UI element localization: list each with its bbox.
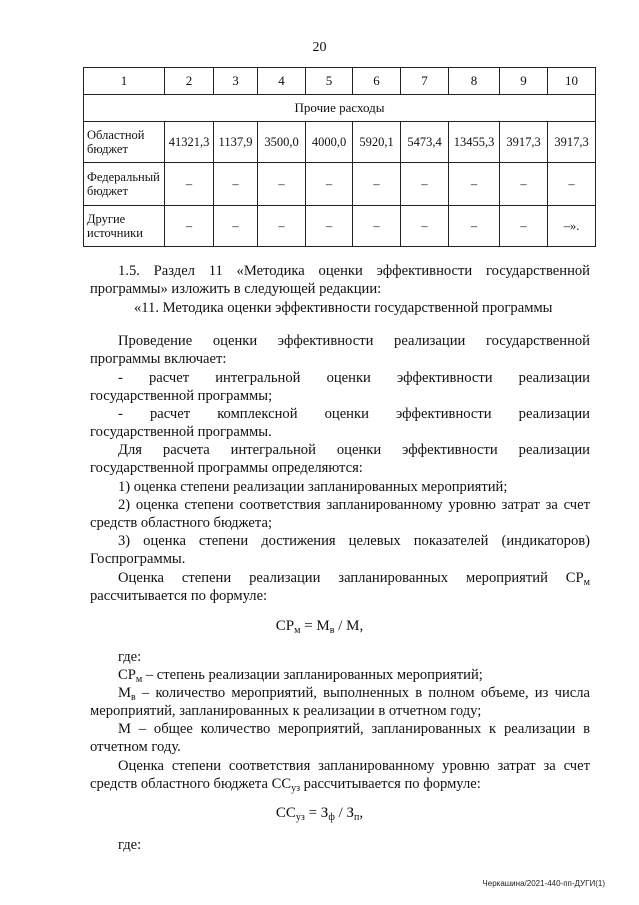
numbered-item: 1) оценка степени реализации запланированных мероприятий;	[118, 479, 508, 495]
text-run: Оценка степени реализации запланированных мероприятий СР	[118, 570, 584, 586]
numbered-item-line: Госпрограммы.	[90, 551, 186, 567]
section-heading: «11. Методика оценки эффективности государственной программы	[134, 300, 553, 316]
table-header-cell: 5	[306, 68, 353, 95]
text-run: – количество мероприятий, выполненных в полном объеме, из числа	[135, 685, 590, 701]
numbered-item-line: 2) оценка степени соответствия запланированному уровню затрат за счет	[118, 497, 590, 513]
subscript: м	[294, 625, 301, 636]
amendment-paragraph-line: программы» изложить в следующей редакции:	[90, 281, 382, 297]
table-header-cell: 3	[214, 68, 258, 95]
paragraph-line: Проведение оценки эффективности реализации государственной	[118, 333, 590, 349]
table-cell: –	[306, 206, 353, 247]
table-cell: –	[500, 206, 548, 247]
subscript: уз	[291, 783, 301, 794]
table-cell: –	[214, 163, 258, 206]
table-header-cell: 2	[165, 68, 214, 95]
table-cell: 4000,0	[306, 122, 353, 163]
subscript: в	[130, 692, 136, 703]
paragraph-line: рассчитывается по формуле:	[90, 588, 268, 604]
page-number: 20	[312, 40, 327, 55]
definition-line: М – общее количество мероприятий, запланированных к реализации в	[118, 721, 590, 737]
table-cell: –	[165, 163, 214, 206]
subscript: м	[583, 577, 590, 588]
numbered-item-line: средств областного бюджета;	[90, 515, 272, 531]
table-cell: –	[449, 206, 500, 247]
table-cell: –	[401, 163, 449, 206]
paragraph-line: Оценка степени соответствия запланированному уровню затрат за счет	[118, 758, 590, 774]
text-run: СР	[118, 667, 136, 683]
list-item-line: государственной программы.	[90, 424, 272, 440]
formula-term: = З	[304, 805, 329, 821]
definition-line: отчетном году.	[90, 739, 181, 755]
table-cell: –	[500, 163, 548, 206]
paragraph-line	[90, 775, 590, 794]
table-cell: 3917,3	[548, 122, 596, 163]
table-cell: 13455,3	[449, 122, 500, 163]
subscript: м	[135, 674, 143, 685]
table-cell: –	[165, 206, 214, 247]
text-run: – степень реализации запланированных мероприятий;	[142, 667, 483, 683]
table-section-row	[84, 95, 596, 122]
formula-term: / З	[334, 805, 354, 821]
list-item-line: - расчет комплексной оценки эффективности реализации	[118, 406, 590, 422]
table-cell: –	[258, 163, 306, 206]
formula-term: СР	[275, 618, 295, 634]
amendment-paragraph-line: 1.5. Раздел 11 «Методика оценки эффективности государственной	[118, 263, 590, 279]
table-cell: –	[214, 206, 258, 247]
paragraph-line	[118, 569, 590, 588]
table-header-cell: 4	[258, 68, 306, 95]
table-row-label: Федеральный бюджет	[84, 163, 165, 206]
numbered-item-line: 3) оценка степени достижения целевых показателей (индикаторов)	[118, 533, 590, 549]
formula-term: = М	[300, 618, 330, 634]
table-cell: –	[258, 206, 306, 247]
formula-term: / М,	[334, 618, 364, 634]
paragraph-line: программы включает:	[90, 351, 227, 367]
table-header-cell: 10	[548, 68, 596, 95]
table-cell: –	[449, 163, 500, 206]
text-run: средств областного бюджета СС	[90, 776, 292, 792]
subscript: в	[329, 625, 335, 636]
formula-term: СС	[275, 805, 296, 821]
table-cell: 5920,1	[353, 122, 401, 163]
table-row	[84, 163, 596, 206]
table-cell: –	[353, 206, 401, 247]
funding-table	[83, 67, 596, 247]
formula-completion-rate	[0, 618, 639, 635]
table-row-label: Областной бюджет	[84, 122, 165, 163]
table-cell: –	[353, 163, 401, 206]
formula-cost-compliance	[0, 805, 639, 822]
table-cell: –».	[548, 206, 596, 247]
table-header-cell: 1	[84, 68, 165, 95]
table-header-row	[84, 68, 596, 95]
subscript: ф	[328, 812, 335, 823]
table-cell: –	[401, 206, 449, 247]
table-row	[84, 206, 596, 247]
table-cell: 3500,0	[258, 122, 306, 163]
table-cell: 1137,9	[214, 122, 258, 163]
where-label: где:	[118, 837, 142, 853]
subscript: п	[354, 812, 360, 823]
paragraph-line: Для расчета интегральной оценки эффективности реализации	[118, 442, 590, 458]
paragraph-line: государственной программы определяются:	[90, 460, 363, 476]
subscript: уз	[295, 812, 305, 823]
document-footer-stamp: Черкашина/2021-440-пп-ДУГИ(1)	[482, 879, 605, 888]
table-cell: –	[306, 163, 353, 206]
where-label: где:	[118, 649, 142, 665]
table-header-cell: 7	[401, 68, 449, 95]
table-cell: 41321,3	[165, 122, 214, 163]
definition-line: мероприятий, запланированных к реализации в отчетном году;	[90, 703, 482, 719]
text-run: рассчитывается по формуле:	[300, 776, 481, 792]
table-cell: –	[548, 163, 596, 206]
table-cell: 5473,4	[401, 122, 449, 163]
list-item-line: государственной программы;	[90, 388, 273, 404]
table-section-title: Прочие расходы	[84, 95, 596, 122]
table-header-cell: 6	[353, 68, 401, 95]
table-header-cell: 8	[449, 68, 500, 95]
table-header-cell: 9	[500, 68, 548, 95]
table-cell: 3917,3	[500, 122, 548, 163]
table-row-label: Другие источники	[84, 206, 165, 247]
text-run: М	[118, 685, 131, 701]
table-row	[84, 122, 596, 163]
list-item-line: - расчет интегральной оценки эффективности реализации	[118, 370, 590, 386]
definition-line	[118, 684, 590, 703]
formula-term: ,	[359, 805, 364, 821]
definition	[118, 666, 590, 685]
